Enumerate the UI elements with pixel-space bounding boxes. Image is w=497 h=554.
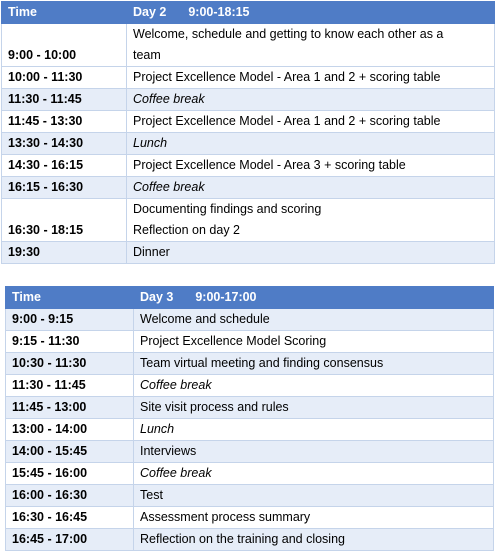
schedule-row — [6, 441, 494, 463]
time-column-header: Time — [6, 287, 134, 309]
day-time-range: 9:00-18:15 — [188, 5, 250, 19]
day-column-header — [127, 2, 495, 24]
schedule-row — [6, 485, 494, 507]
schedule-row — [2, 133, 495, 155]
day-column-header — [134, 287, 494, 309]
activity-line: Coffee break — [140, 378, 212, 392]
schedule-row — [2, 111, 495, 133]
activity-line: Reflection on the training and closing — [140, 532, 345, 546]
activity-line: Lunch — [140, 422, 175, 436]
schedule-row — [2, 177, 495, 199]
time-column-header: Time — [2, 2, 127, 24]
activity-line: Project Excellence Model - Area 3 + scoring table — [133, 158, 406, 172]
day3-schedule-table — [5, 286, 494, 551]
time-slot: 11:45 - 13:00 — [6, 397, 134, 419]
time-slot: 16:30 - 18:15 — [2, 199, 127, 242]
schedule-row — [2, 89, 495, 111]
activity-line: Reflection on day 2 — [133, 223, 241, 237]
activity-description — [134, 507, 494, 529]
schedule-row — [2, 242, 495, 264]
schedule-row — [2, 67, 495, 89]
table-header-row — [2, 2, 495, 24]
time-slot: 16:15 - 16:30 — [2, 177, 127, 199]
schedule-row — [6, 507, 494, 529]
activity-line: Project Excellence Model - Area 1 and 2 + scoring table — [133, 114, 441, 128]
day2-schedule-table — [1, 1, 495, 264]
activity-description — [127, 24, 495, 67]
schedule-row — [2, 24, 495, 67]
schedule-row — [2, 155, 495, 177]
schedule-row — [6, 419, 494, 441]
activity-description — [134, 375, 494, 397]
activity-description — [134, 353, 494, 375]
time-slot: 14:00 - 15:45 — [6, 441, 134, 463]
schedule-row — [6, 331, 494, 353]
activity-description — [134, 441, 494, 463]
time-slot: 11:45 - 13:30 — [2, 111, 127, 133]
activity-line: Test — [140, 488, 163, 502]
time-slot: 16:30 - 16:45 — [6, 507, 134, 529]
time-slot: 9:15 - 11:30 — [6, 331, 134, 353]
time-slot: 16:00 - 16:30 — [6, 485, 134, 507]
activity-line: Coffee break — [140, 466, 212, 480]
activity-description — [134, 463, 494, 485]
activity-line: Assessment process summary — [140, 510, 311, 524]
activity-description — [127, 133, 495, 155]
schedule-row — [6, 309, 494, 331]
activity-description — [127, 242, 495, 264]
time-slot: 11:30 - 11:45 — [6, 375, 134, 397]
time-slot: 15:45 - 16:00 — [6, 463, 134, 485]
activity-description — [134, 419, 494, 441]
activity-line: Documenting findings and scoring — [133, 202, 322, 216]
activity-line: Coffee break — [133, 92, 205, 106]
activity-description — [127, 67, 495, 89]
activity-line: Welcome and schedule — [140, 312, 270, 326]
activity-line: Project Excellence Model Scoring — [140, 334, 327, 348]
time-slot: 13:00 - 14:00 — [6, 419, 134, 441]
day2-rows — [2, 24, 495, 264]
activity-description — [134, 529, 494, 551]
time-slot: 9:00 - 10:00 — [2, 24, 127, 67]
time-slot: 13:30 - 14:30 — [2, 133, 127, 155]
activity-line: team — [133, 48, 161, 62]
time-slot: 11:30 - 11:45 — [2, 89, 127, 111]
activity-description — [134, 331, 494, 353]
activity-line: Dinner — [133, 245, 170, 259]
activity-description — [127, 155, 495, 177]
time-slot: 16:45 - 17:00 — [6, 529, 134, 551]
activity-description — [134, 397, 494, 419]
day-time-range: 9:00-17:00 — [195, 290, 257, 304]
time-slot: 10:30 - 11:30 — [6, 353, 134, 375]
activity-description — [127, 111, 495, 133]
activity-description — [127, 89, 495, 111]
activity-line: Coffee break — [133, 180, 205, 194]
activity-line: Lunch — [133, 136, 168, 150]
day-label: Day 3 — [140, 290, 174, 304]
activity-description — [134, 485, 494, 507]
schedule-row — [6, 529, 494, 551]
schedule-row — [2, 199, 495, 242]
time-slot: 10:00 - 11:30 — [2, 67, 127, 89]
activity-description — [134, 309, 494, 331]
day3-rows — [6, 309, 494, 551]
activity-line: Project Excellence Model - Area 1 and 2 + scoring table — [133, 70, 441, 84]
schedule-row — [6, 463, 494, 485]
activity-description — [127, 199, 495, 242]
schedule-row — [6, 375, 494, 397]
schedule-row — [6, 397, 494, 419]
schedule-row — [6, 353, 494, 375]
activity-line: Team virtual meeting and finding consensus — [140, 356, 384, 370]
table-header-row — [6, 287, 494, 309]
time-slot: 19:30 — [2, 242, 127, 264]
time-slot: 9:00 - 9:15 — [6, 309, 134, 331]
time-slot: 14:30 - 16:15 — [2, 155, 127, 177]
activity-description — [127, 177, 495, 199]
activity-line: Welcome, schedule and getting to know each other as a — [133, 27, 444, 41]
activity-line: Site visit process and rules — [140, 400, 289, 414]
activity-line: Interviews — [140, 444, 197, 458]
day-label: Day 2 — [133, 5, 167, 19]
